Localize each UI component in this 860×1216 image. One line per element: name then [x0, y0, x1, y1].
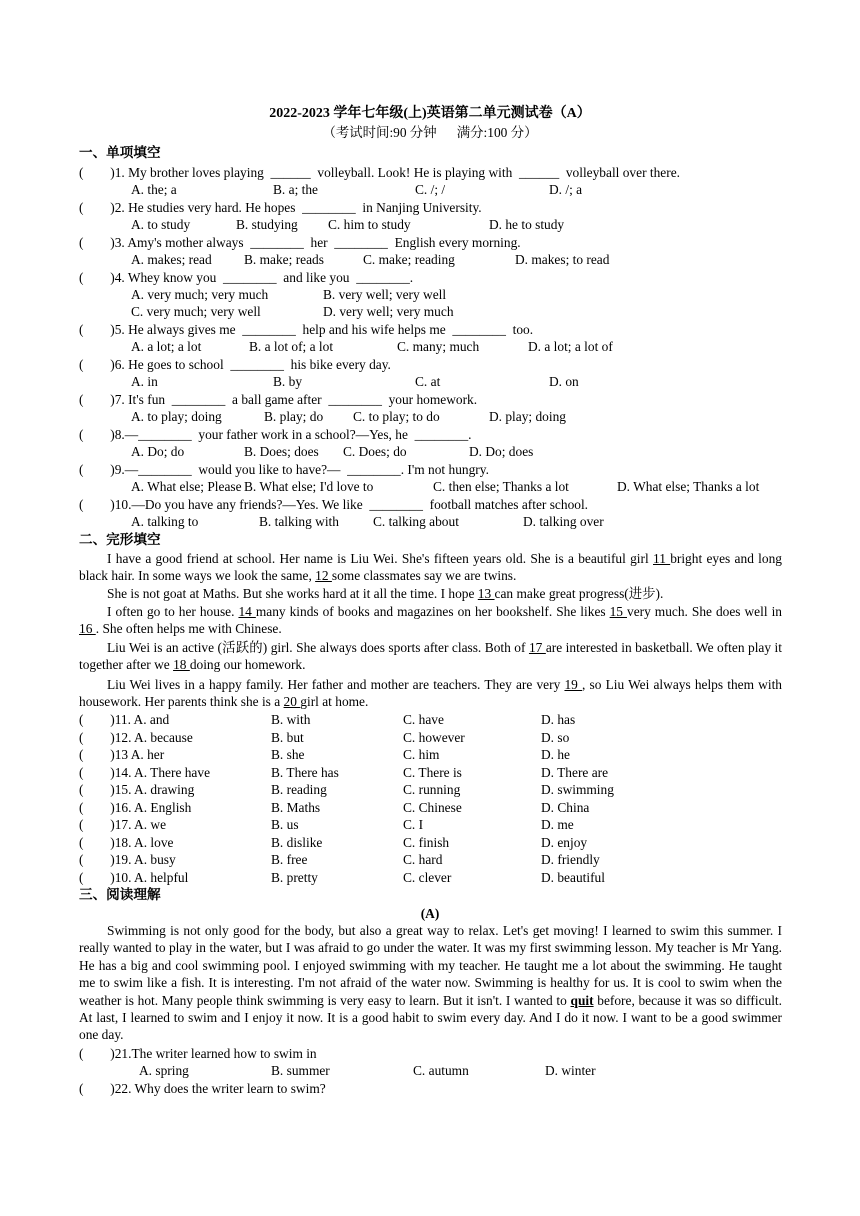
option-b[interactable]: B. a lot of; a lot — [249, 339, 334, 354]
cloze-blank: 20 — [283, 694, 301, 710]
option-d[interactable]: D. beautiful — [541, 870, 605, 885]
option-a[interactable]: A. the; a — [131, 182, 177, 197]
option-d[interactable]: D. China — [541, 800, 590, 815]
option-b[interactable]: B. but — [271, 730, 304, 745]
option-b[interactable]: B. play; do — [264, 409, 324, 424]
option-c[interactable]: C. finish — [403, 835, 450, 850]
option-b[interactable]: B. very well; very well — [323, 287, 447, 302]
option-c[interactable]: C. him — [403, 747, 440, 762]
option-d[interactable]: D. me — [541, 817, 574, 832]
option-d[interactable]: D. a lot; a lot of — [528, 339, 613, 354]
option-d[interactable]: D. friendly — [541, 852, 600, 867]
option-b[interactable]: B. free — [271, 852, 308, 867]
reading-passage: Swimming is not only good for the body, but also a great way to relax. Let's get moving! I learned to swim this summer. I really wanted to play in the water, but I was afraid to go under the water. It was my first swimming lesson. My teacher is Mr Yang. He has a big and cool swimming pool. I enjoyed swimming with my teacher. He taught me a lot about the swimming. He taught me to swim like a fish. It is interesting. I'm not afraid of the water now. Swimming is healthy for us. It is cool to swim when the weather is hot. Many people think swimming is very easy to learn. But it isn't. I wanted to quit before, because it was so difficult. At last, I learned to swim and I enjoy it now. It is a good habit to swim every day. And I do it now. I want to be a good swimmer one day. — [79, 923, 782, 1043]
option-d[interactable]: D. play; doing — [489, 409, 566, 424]
option-c[interactable]: C. I — [403, 817, 424, 832]
cloze-blank: 17 — [528, 640, 546, 655]
option-c[interactable]: C. him to study — [328, 217, 411, 232]
option-a[interactable]: A. to study — [131, 217, 191, 232]
option-b[interactable]: B. dislike — [271, 835, 323, 850]
cloze-question: ( )15. A. drawing — [79, 782, 195, 797]
option-d[interactable]: D. enjoy — [541, 835, 588, 850]
cloze-blank: 15 — [609, 604, 627, 619]
option-c[interactable]: C. Chinese — [403, 800, 462, 815]
option-b[interactable]: B. pretty — [271, 870, 318, 885]
option-b[interactable]: B. summer — [271, 1063, 330, 1078]
cloze-blank: 13 — [477, 586, 495, 601]
option-a[interactable]: A. spring — [139, 1063, 189, 1078]
question-2: ( )2. He studies very hard. He hopes ________ in Nanjing University. — [79, 200, 482, 215]
question-3: ( )3. Amy's mother always ________ her ________ English every morning. — [79, 235, 521, 250]
option-b[interactable]: B. talking with — [259, 514, 339, 529]
question-7: ( )7. It's fun ________ a ball game after ________ your homework. — [79, 392, 478, 407]
cloze-blank: 14 — [238, 604, 256, 619]
section-heading-reading: 三、阅读理解 — [79, 887, 161, 902]
option-c[interactable]: C. make; reading — [363, 252, 455, 267]
option-c[interactable]: C. /; / — [415, 182, 446, 197]
option-b[interactable]: B. studying — [236, 217, 298, 232]
option-c[interactable]: C. talking about — [373, 514, 459, 529]
option-d[interactable]: D. has — [541, 712, 576, 727]
passage-label: (A) — [420, 906, 440, 921]
option-d[interactable]: D. What else; Thanks a lot — [617, 479, 760, 494]
exam-subtitle: （考试时间:90 分钟 满分:100 分） — [322, 125, 538, 140]
option-c[interactable]: C. clever — [403, 870, 452, 885]
option-c[interactable]: C. then else; Thanks a lot — [433, 479, 569, 494]
question-6: ( )6. He goes to school ________ his bike every day. — [79, 357, 391, 372]
option-c[interactable]: C. running — [403, 782, 461, 797]
option-a[interactable]: A. makes; read — [131, 252, 212, 267]
cloze-blank: 11 — [653, 551, 671, 566]
question-1: ( )1. My brother loves playing ______ volleyball. Look! He is playing with ______ volleyball over there. — [79, 165, 680, 180]
section-heading-single-choice: 一、单项填空 — [79, 145, 161, 160]
option-d[interactable]: D. swimming — [541, 782, 614, 797]
question-4: ( )4. Whey know you ________ and like you ________. — [79, 270, 414, 285]
option-c[interactable]: C. at — [415, 374, 441, 389]
cloze-question: ( )12. A. because — [79, 730, 193, 745]
option-c[interactable]: C. have — [403, 712, 444, 727]
option-b[interactable]: B. make; reads — [244, 252, 324, 267]
option-b[interactable]: B. Maths — [271, 800, 321, 815]
option-a[interactable]: A. talking to — [131, 514, 199, 529]
cloze-paragraph: I often go to her house. 14 many kinds of books and magazines on her bookshelf. She likes 15 very much. She does well in 16 . She often helps me with Chinese. — [79, 604, 782, 637]
cloze-paragraph: Liu Wei lives in a happy family. Her father and mother are teachers. They are very 19 , so Liu Wei always helps them with housework. Her parents think she is a 20 girl at home. — [79, 677, 782, 710]
option-b[interactable]: B. by — [273, 374, 303, 389]
option-a[interactable]: A. a lot; a lot — [131, 339, 202, 354]
page-title: 2022-2023 学年七年级(上)英语第二单元测试卷（A） — [269, 106, 591, 121]
option-b[interactable]: B. What else; I'd love to — [244, 479, 374, 494]
option-b[interactable]: B. she — [271, 747, 305, 762]
option-d[interactable]: D. makes; to read — [515, 252, 610, 267]
option-b[interactable]: B. Does; does — [244, 444, 319, 459]
option-d[interactable]: D. he to study — [489, 217, 565, 232]
question-9: ( )9.—________ would you like to have?— ________. I'm not hungry. — [79, 462, 489, 477]
question-21: ( )21.The writer learned how to swim in — [79, 1046, 317, 1061]
cloze-question: ( )19. A. busy — [79, 852, 176, 867]
option-d[interactable]: D. Do; does — [469, 444, 534, 459]
cloze-paragraph: I have a good friend at school. Her name is Liu Wei. She's fifteen years old. She is a beautiful girl 11 bright eyes and long black hair. In some ways we look the same, 12 some classmates say we are twins. — [79, 551, 782, 584]
option-b[interactable]: B. a; the — [273, 182, 318, 197]
question-22: ( )22. Why does the writer learn to swim? — [79, 1081, 326, 1096]
cloze-paragraph: She is not goat at Maths. But she works hard at it all the time. I hope 13 can make great progress(进步). — [107, 586, 664, 601]
cloze-question: ( )16. A. English — [79, 800, 192, 815]
option-a[interactable]: A. Do; do — [131, 444, 185, 459]
option-d[interactable]: D. he — [541, 747, 571, 762]
section-heading-cloze: 二、完形填空 — [79, 532, 161, 547]
option-d[interactable]: D. There are — [541, 765, 609, 780]
cloze-blank: 12 — [315, 568, 332, 584]
cloze-question: ( )13 A. her — [79, 747, 165, 762]
question-5: ( )5. He always gives me ________ help and his wife helps me ________ too. — [79, 322, 534, 337]
option-d[interactable]: D. so — [541, 730, 570, 745]
option-c[interactable]: C. many; much — [397, 339, 480, 354]
option-d[interactable]: D. talking over — [523, 514, 604, 529]
cloze-paragraph: Liu Wei is an active (活跃的) girl. She always does sports after class. Both of 17 are interested in basketball. We often play it together after we 18 doing our homework. — [79, 640, 782, 673]
cloze-blank: 18 — [173, 657, 190, 673]
option-c[interactable]: C. There is — [403, 765, 462, 780]
cloze-blank: 19 — [564, 677, 583, 692]
option-c[interactable]: C. however — [403, 730, 465, 745]
option-a[interactable]: A. in — [131, 374, 158, 389]
cloze-question: ( )10. A. helpful — [79, 870, 189, 885]
option-a[interactable]: A. very much; very much — [131, 287, 269, 302]
option-a[interactable]: A. What else; Please — [131, 479, 242, 494]
option-d[interactable]: D. on — [549, 374, 579, 389]
question-8: ( )8.—________ your father work in a school?—Yes, he ________. — [79, 427, 472, 442]
option-c[interactable]: C. autumn — [413, 1063, 469, 1078]
option-c[interactable]: C. hard — [403, 852, 443, 867]
cloze-question: ( )18. A. love — [79, 835, 174, 850]
cloze-question: ( )11. A. and — [79, 712, 170, 727]
cloze-question: ( )17. A. we — [79, 817, 167, 832]
option-d[interactable]: D. /; a — [549, 182, 583, 197]
option-a[interactable]: A. to play; doing — [131, 409, 222, 424]
option-b[interactable]: B. with — [271, 712, 311, 727]
option-b[interactable]: B. reading — [271, 782, 327, 797]
option-c[interactable]: C. Does; do — [343, 444, 407, 459]
option-d[interactable]: D. very well; very much — [323, 304, 454, 319]
option-d[interactable]: D. winter — [545, 1063, 596, 1078]
option-b[interactable]: B. us — [271, 817, 299, 832]
question-10: ( )10.—Do you have any friends?—Yes. We like ________ football matches after school. — [79, 497, 589, 512]
cloze-question: ( )14. A. There have — [79, 765, 211, 780]
option-c[interactable]: C. very much; very well — [131, 304, 261, 319]
option-c[interactable]: C. to play; to do — [353, 409, 440, 424]
option-b[interactable]: B. There has — [271, 765, 339, 780]
keyword-quit: quit — [570, 992, 594, 1008]
cloze-blank: 16 — [79, 621, 96, 637]
